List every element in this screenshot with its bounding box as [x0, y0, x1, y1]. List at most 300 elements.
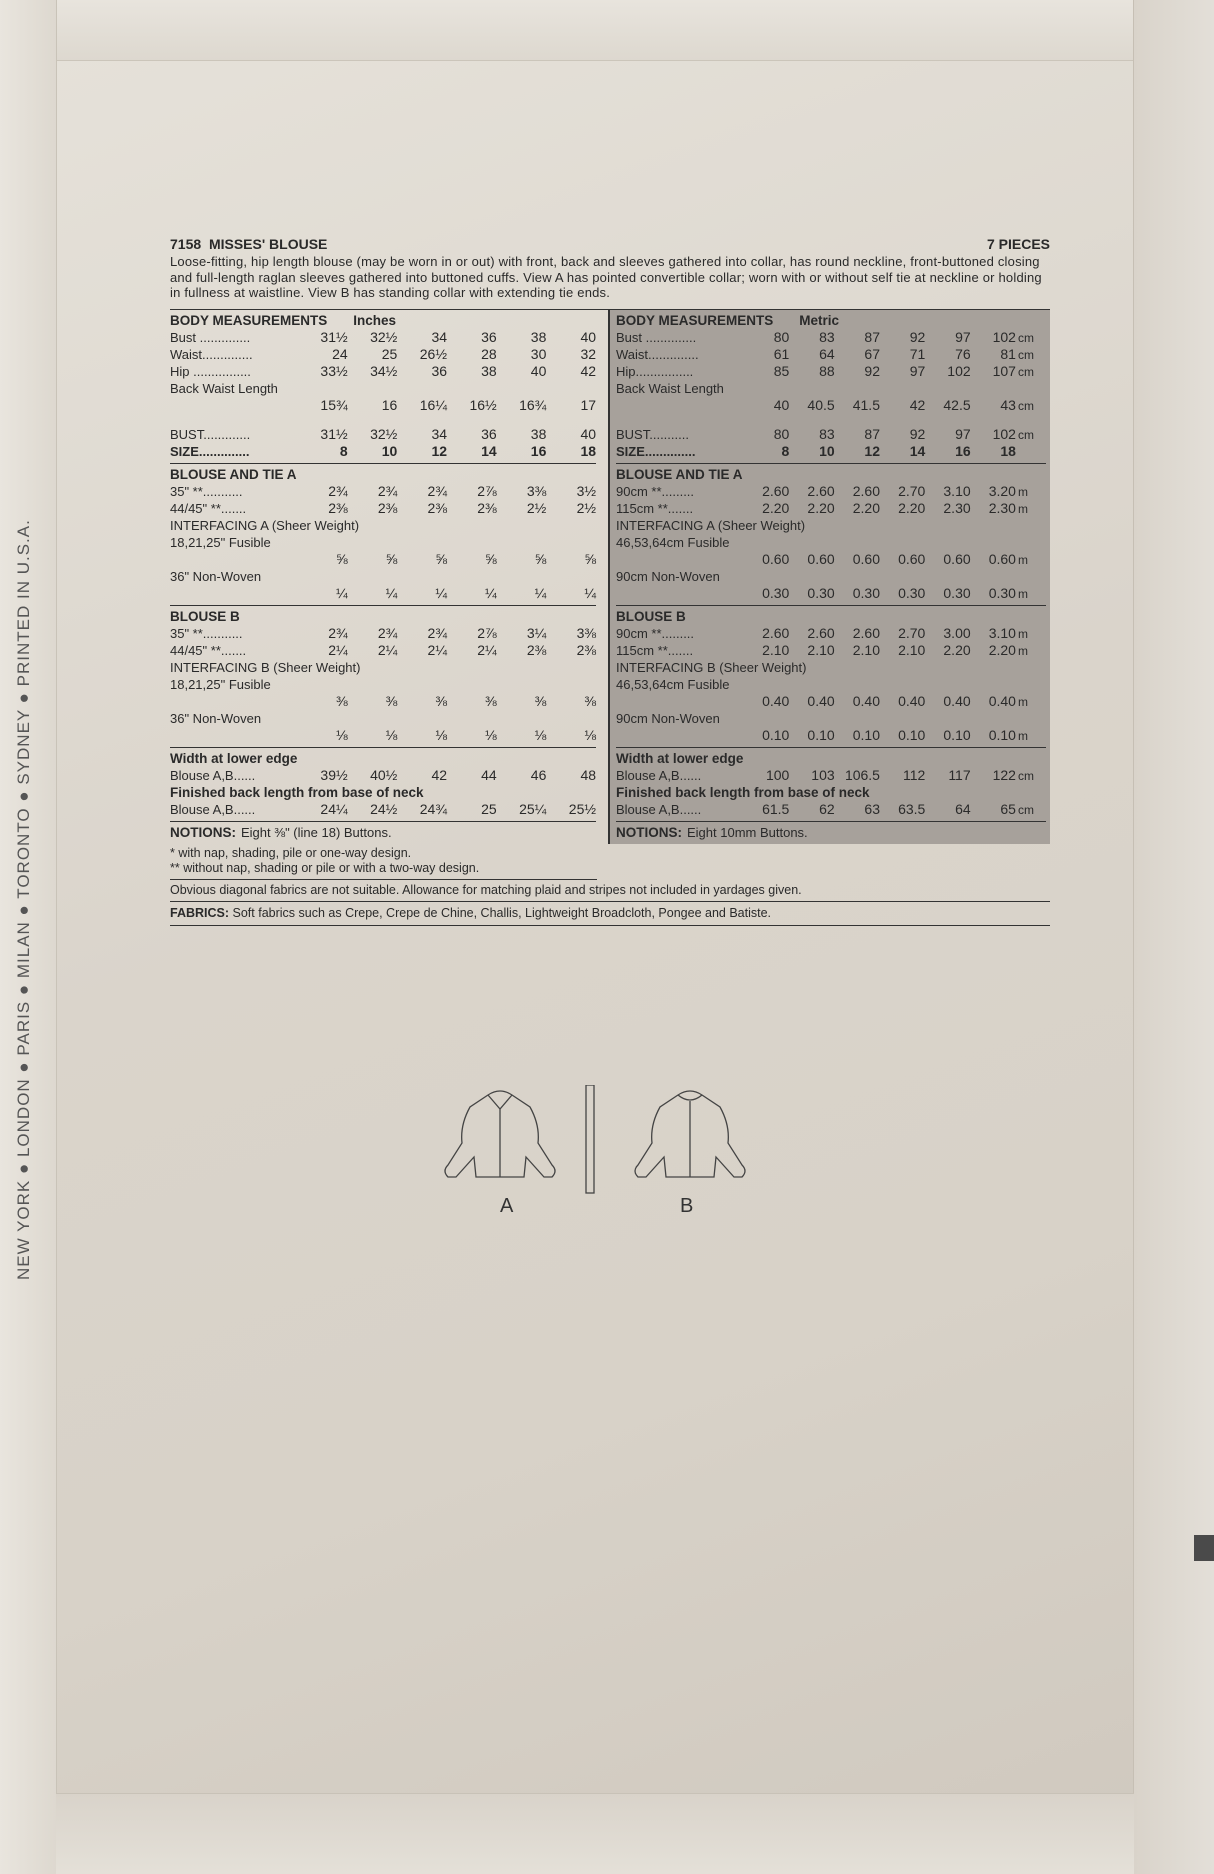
body-measurements-heading: [616, 312, 1046, 329]
finished-measurements-section: [170, 748, 596, 822]
table-cell: 81: [1000, 345, 1016, 362]
table-cell: 0.10: [807, 726, 835, 743]
table-cell: 3⅜: [526, 482, 547, 499]
table-row: [170, 363, 596, 380]
size-row: [616, 443, 1046, 460]
fusible-row: [616, 693, 1046, 710]
row-label: 35" **...........: [170, 483, 243, 499]
table-cell: ⅛: [485, 726, 497, 743]
row-values: [298, 801, 596, 818]
table-cell: ⅜: [534, 692, 547, 709]
table-cell: 36: [431, 362, 448, 379]
table-cell: 0.60: [807, 550, 835, 567]
row-label: 46,53,64cm Fusible: [616, 676, 730, 692]
nonwoven-label: [616, 710, 1046, 727]
table-cell: 2.70: [898, 624, 926, 641]
row-label: 18,21,25" Fusible: [170, 534, 271, 550]
fusible-row: [616, 551, 1046, 568]
table-cell: 14: [481, 442, 497, 459]
table-cell: 46: [530, 766, 547, 783]
table-cell: 3⅜: [576, 624, 597, 641]
table-cell: 3½: [576, 482, 597, 499]
table-cell: 2¾: [377, 482, 398, 499]
row-label: 35" **...........: [170, 625, 243, 641]
table-cell: 12: [864, 442, 880, 459]
unit-cell: m: [1018, 694, 1028, 709]
table-cell: 17: [580, 396, 597, 413]
table-cell: 2¼: [377, 641, 398, 658]
table-cell: 2.10: [762, 641, 790, 658]
table-cell: 25½: [568, 800, 597, 817]
table-cell: 3.20: [988, 482, 1016, 499]
row-values: [298, 500, 596, 517]
blouse-a-section: [170, 464, 596, 606]
length-row: [616, 801, 1046, 818]
table-cell: 0.40: [852, 692, 880, 709]
table-cell: 71: [909, 345, 926, 362]
table-cell: ⅜: [385, 692, 398, 709]
view-b-sketch: [635, 1091, 745, 1177]
row-values: [744, 397, 1016, 414]
table-cell: 28: [481, 345, 497, 362]
table-cell: 2.10: [852, 641, 880, 658]
table-cell: 16: [381, 396, 398, 413]
table-cell: 112: [902, 766, 926, 783]
length-heading-text: Finished back length from base of neck: [170, 784, 424, 800]
table-row: [616, 363, 1046, 380]
table-cell: ⅛: [335, 726, 348, 743]
table-cell: ¼: [385, 584, 398, 601]
inches-table: [170, 310, 610, 844]
table-cell: 2¼: [427, 641, 448, 658]
table-cell: 32: [580, 345, 597, 362]
table-cell: 18: [1000, 442, 1016, 459]
length-row: [170, 801, 596, 818]
table-cell: 0.60: [898, 550, 926, 567]
row-label: Blouse A,B......: [170, 767, 256, 783]
table-cell: 0.30: [762, 584, 790, 601]
table-cell: 40: [580, 328, 597, 345]
table-cell: 2.20: [852, 499, 880, 516]
table-row: [616, 625, 1046, 642]
table-cell: 33½: [320, 362, 348, 379]
row-label: INTERFACING B (Sheer Weight): [616, 659, 807, 675]
table-cell: 87: [864, 328, 880, 345]
table-cell: 40: [530, 362, 547, 379]
nonwoven-label: [170, 568, 596, 585]
table-cell: 2.30: [988, 499, 1016, 516]
notions-row: [616, 824, 1046, 841]
table-cell: 38: [530, 425, 547, 442]
blouse-a-section: [616, 464, 1046, 606]
table-cell: 3¼: [526, 624, 547, 641]
row-values: [744, 642, 1016, 659]
pattern-header: [170, 236, 1050, 253]
table-cell: 63.5: [898, 800, 926, 817]
view-a-label: A: [500, 1195, 514, 1217]
unit-cell: m: [1018, 626, 1028, 641]
table-cell: 2¾: [427, 624, 448, 641]
notions-section: [616, 822, 1046, 844]
table-cell: 25¼: [519, 800, 547, 817]
row-values: [744, 500, 1016, 517]
row-values: [744, 346, 1016, 363]
fusible-label: [170, 534, 596, 551]
table-cell: 97: [955, 328, 971, 345]
table-cell: 85: [773, 362, 790, 379]
body-measurements-heading: [170, 312, 596, 329]
table-cell: 42: [580, 362, 597, 379]
table-cell: ⅝: [435, 550, 448, 567]
blouse-a-heading: [170, 466, 596, 483]
table-cell: 92: [909, 328, 926, 345]
table-cell: 2¾: [377, 624, 398, 641]
row-values: [298, 426, 596, 443]
table-cell: 2.20: [762, 499, 790, 516]
table-cell: 24¾: [419, 800, 448, 817]
table-cell: 2¼: [477, 641, 497, 658]
nonwoven-row: [616, 727, 1046, 744]
row-values: [744, 443, 1016, 460]
row-values: [298, 625, 596, 642]
table-cell: 39½: [320, 766, 348, 783]
table-cell: ¼: [335, 584, 348, 601]
table-cell: 42: [431, 766, 448, 783]
table-row: [170, 500, 596, 517]
footnote-one-way: * with nap, shading, pile or one-way design.: [170, 845, 412, 860]
row-label: BUST.............: [170, 426, 251, 442]
diagonal-fabric-note: Obvious diagonal fabrics are not suitable. Allowance for matching plaid and stripes not included in yardages given.: [170, 880, 1050, 902]
table-cell: 0.10: [943, 726, 971, 743]
table-cell: 43: [1000, 396, 1016, 413]
table-cell: 2⅞: [477, 482, 497, 499]
back-waist-row: [170, 397, 596, 414]
length-heading: [170, 784, 596, 801]
table-cell: 2.60: [807, 624, 835, 641]
table-cell: 64: [955, 800, 971, 817]
width-heading-text: Width at lower edge: [616, 750, 744, 766]
table-cell: 2.60: [762, 624, 790, 641]
unit-cell: m: [1018, 586, 1028, 601]
row-label: SIZE..............: [616, 443, 696, 459]
table-cell: 0.10: [898, 726, 926, 743]
table-cell: 40½: [370, 766, 398, 783]
table-cell: 31½: [320, 328, 348, 345]
table-cell: 8: [339, 442, 348, 459]
row-values: [298, 551, 596, 568]
finished-measurements-section: [616, 748, 1046, 822]
table-cell: 64: [819, 345, 835, 362]
table-cell: 0.30: [988, 584, 1016, 601]
row-label: 44/45" **.......: [170, 642, 247, 658]
table-cell: 32½: [370, 328, 398, 345]
unit-cell: cm: [1018, 802, 1034, 817]
unit-cell: cm: [1018, 768, 1034, 783]
table-cell: 0.10: [988, 726, 1016, 743]
table-cell: 2½: [526, 499, 547, 516]
row-values: [744, 801, 1016, 818]
table-cell: 32½: [370, 425, 398, 442]
row-values: [744, 329, 1016, 346]
unit-cell: m: [1018, 552, 1028, 567]
table-cell: 2⅜: [576, 641, 597, 658]
table-cell: 103: [811, 766, 835, 783]
view-a-sketch: [445, 1091, 555, 1177]
table-cell: 3.10: [943, 482, 971, 499]
row-values: [298, 767, 596, 784]
blouse-b-section: [170, 606, 596, 748]
table-cell: 38: [530, 328, 547, 345]
length-heading: [616, 784, 1046, 801]
row-label: 115cm **.......: [616, 642, 694, 658]
blouse-a-heading: [616, 466, 1046, 483]
row-values: [744, 426, 1016, 443]
body-measurements-heading-unit: Metric: [799, 312, 840, 328]
table-cell: 0.30: [898, 584, 926, 601]
row-label: 90cm **.........: [616, 483, 695, 499]
table-cell: 34: [431, 425, 448, 442]
bust-row: [170, 426, 596, 443]
table-cell: 0.60: [762, 550, 790, 567]
table-row: [170, 625, 596, 642]
fabrics-line: [170, 902, 1050, 926]
back-waist-row: [616, 397, 1046, 414]
fusible-row: [170, 551, 596, 568]
back-waist-label: [616, 380, 1046, 397]
fusible-label: [616, 676, 1046, 693]
table-cell: 88: [819, 362, 835, 379]
table-cell: 24: [332, 345, 348, 362]
table-cell: 83: [819, 425, 835, 442]
table-cell: ⅜: [485, 692, 497, 709]
table-cell: ¼: [485, 584, 497, 601]
body-measurements-section: [170, 310, 596, 464]
blouse-b-heading: [616, 608, 1046, 625]
width-row: [616, 767, 1046, 784]
view-b-label: B: [680, 1195, 694, 1217]
body-measurements-section: [616, 310, 1046, 464]
row-values: [744, 693, 1016, 710]
table-cell: 102: [992, 328, 1016, 345]
row-values: [298, 483, 596, 500]
row-label: 44/45" **.......: [170, 500, 247, 516]
row-label: Waist..............: [170, 346, 253, 362]
table-cell: 40: [773, 396, 790, 413]
row-values: [744, 727, 1016, 744]
nonwoven-row: [170, 585, 596, 602]
notions-section: [170, 822, 596, 844]
table-row: [616, 346, 1046, 363]
table-cell: 2.20: [988, 641, 1016, 658]
nonwoven-row: [616, 585, 1046, 602]
unit-cell: cm: [1018, 347, 1034, 362]
nonwoven-row: [170, 727, 596, 744]
table-cell: ⅝: [385, 550, 398, 567]
table-cell: 24½: [370, 800, 398, 817]
table-cell: 16: [955, 442, 971, 459]
width-heading-text: Width at lower edge: [170, 750, 298, 766]
pattern-name: MISSES' BLOUSE: [208, 236, 328, 252]
table-cell: ⅜: [335, 692, 348, 709]
body-measurements-heading-text: BODY MEASUREMENTS: [170, 312, 328, 328]
table-cell: 107: [992, 362, 1016, 379]
table-cell: 0.40: [898, 692, 926, 709]
table-cell: ⅛: [534, 726, 547, 743]
table-cell: 0.40: [988, 692, 1016, 709]
table-cell: 14: [909, 442, 926, 459]
table-cell: 36: [481, 328, 497, 345]
table-cell: 0.40: [943, 692, 971, 709]
table-cell: 106.5: [844, 766, 880, 783]
table-cell: 34½: [370, 362, 398, 379]
table-cell: 12: [431, 442, 448, 459]
table-cell: 0.60: [943, 550, 971, 567]
table-cell: 63: [864, 800, 880, 817]
table-row: [170, 483, 596, 500]
row-label: Hip................: [616, 363, 694, 379]
envelope-top-flap: [56, 0, 1134, 61]
notions-label: NOTIONS:: [616, 824, 682, 840]
blouse-b-section: [616, 606, 1046, 748]
table-cell: 2⅜: [477, 499, 497, 516]
table-cell: ¼: [584, 584, 597, 601]
side-cities-text: NEW YORK ● LONDON ● PARIS ● MILAN ● TORONTO ● SYDNEY ● PRINTED IN U.S.A.: [14, 519, 33, 1280]
width-heading: [616, 750, 1046, 767]
table-cell: 97: [909, 362, 926, 379]
table-row: [616, 329, 1046, 346]
row-values: [744, 551, 1016, 568]
interfacing-label: [170, 517, 596, 534]
table-cell: 102: [992, 425, 1016, 442]
row-label: Blouse A,B......: [170, 801, 256, 817]
nonwoven-label: [170, 710, 596, 727]
table-cell: 62: [819, 800, 835, 817]
table-cell: 2⅜: [427, 499, 448, 516]
row-label: INTERFACING B (Sheer Weight): [170, 659, 361, 675]
width-heading: [170, 750, 596, 767]
blouse-b-heading-text: BLOUSE B: [616, 608, 686, 624]
table-cell: ⅝: [485, 550, 497, 567]
table-cell: 36: [481, 425, 497, 442]
back-waist-label: [170, 380, 596, 397]
table-cell: 2¾: [427, 482, 448, 499]
table-row: [170, 329, 596, 346]
table-cell: 2⅞: [477, 624, 497, 641]
row-values: [298, 585, 596, 602]
nonwoven-label: [616, 568, 1046, 585]
table-cell: 26½: [419, 345, 448, 362]
table-cell: ⅜: [435, 692, 448, 709]
table-cell: 40: [580, 425, 597, 442]
table-cell: 41.5: [852, 396, 880, 413]
unit-cell: cm: [1018, 427, 1034, 442]
bust-row: [616, 426, 1046, 443]
row-values: [744, 483, 1016, 500]
table-cell: 2.60: [852, 624, 880, 641]
table-cell: 61: [773, 345, 790, 362]
table-cell: 24¼: [320, 800, 348, 817]
row-label: Bust ..............: [616, 329, 697, 345]
table-cell: 83: [819, 328, 835, 345]
table-cell: 0.10: [762, 726, 790, 743]
row-label: 90cm Non-Woven: [616, 568, 720, 584]
table-cell: ⅝: [335, 550, 348, 567]
unit-cell: cm: [1018, 364, 1034, 379]
table-cell: 2¼: [328, 641, 348, 658]
table-cell: 16½: [469, 396, 497, 413]
fusible-row: [170, 693, 596, 710]
table-cell: 2⅜: [526, 641, 547, 658]
table-cell: 8: [781, 442, 790, 459]
pattern-title: [170, 236, 327, 253]
tie-sketch: [586, 1085, 594, 1193]
table-cell: 48: [580, 766, 597, 783]
envelope-bottom-flap: [56, 1793, 1134, 1874]
unit-cell: m: [1018, 501, 1028, 516]
body-measurements-heading-unit: Inches: [353, 312, 397, 328]
table-cell: 0.30: [943, 584, 971, 601]
row-label: Bust ..............: [170, 329, 251, 345]
table-row: [616, 500, 1046, 517]
blouse-a-heading-text: BLOUSE AND TIE A: [616, 466, 743, 482]
table-cell: 87: [864, 425, 880, 442]
table-cell: 16¾: [519, 396, 547, 413]
notions-label: NOTIONS:: [170, 824, 236, 840]
measurement-tables: [170, 309, 1050, 844]
row-label: SIZE..............: [170, 443, 250, 459]
width-row: [170, 767, 596, 784]
unit-cell: m: [1018, 643, 1028, 658]
blouse-b-heading: [170, 608, 596, 625]
row-values: [298, 363, 596, 380]
row-values: [298, 727, 596, 744]
table-cell: 122: [992, 766, 1016, 783]
table-cell: 40.5: [807, 396, 835, 413]
fusible-label: [616, 534, 1046, 551]
table-cell: 10: [381, 442, 398, 459]
footnotes: [170, 846, 597, 880]
row-values: [298, 329, 596, 346]
table-row: [616, 642, 1046, 659]
notions-row: [170, 824, 596, 841]
table-cell: 31½: [320, 425, 348, 442]
row-label: 36" Non-Woven: [170, 710, 262, 726]
table-cell: ⅛: [385, 726, 398, 743]
table-cell: 92: [864, 362, 880, 379]
table-cell: 2.60: [807, 482, 835, 499]
unit-cell: cm: [1018, 330, 1034, 345]
edge-mark: [1194, 1535, 1214, 1561]
table-cell: 30: [530, 345, 547, 362]
table-cell: 2.20: [943, 641, 971, 658]
row-values: [744, 363, 1016, 380]
row-values: [298, 346, 596, 363]
table-cell: 2.60: [762, 482, 790, 499]
table-cell: 3.00: [943, 624, 971, 641]
table-cell: ⅝: [534, 550, 547, 567]
notions-text: Eight 10mm Buttons.: [687, 824, 808, 840]
table-cell: 65: [1000, 800, 1016, 817]
row-label: Blouse A,B......: [616, 801, 702, 817]
row-label: 90cm **.........: [616, 625, 695, 641]
table-cell: 42: [909, 396, 926, 413]
table-cell: 0.60: [852, 550, 880, 567]
interfacing-label: [170, 659, 596, 676]
table-cell: 34: [431, 328, 448, 345]
table-cell: 2.10: [898, 641, 926, 658]
row-values: [298, 693, 596, 710]
row-label: INTERFACING A (Sheer Weight): [616, 517, 806, 533]
